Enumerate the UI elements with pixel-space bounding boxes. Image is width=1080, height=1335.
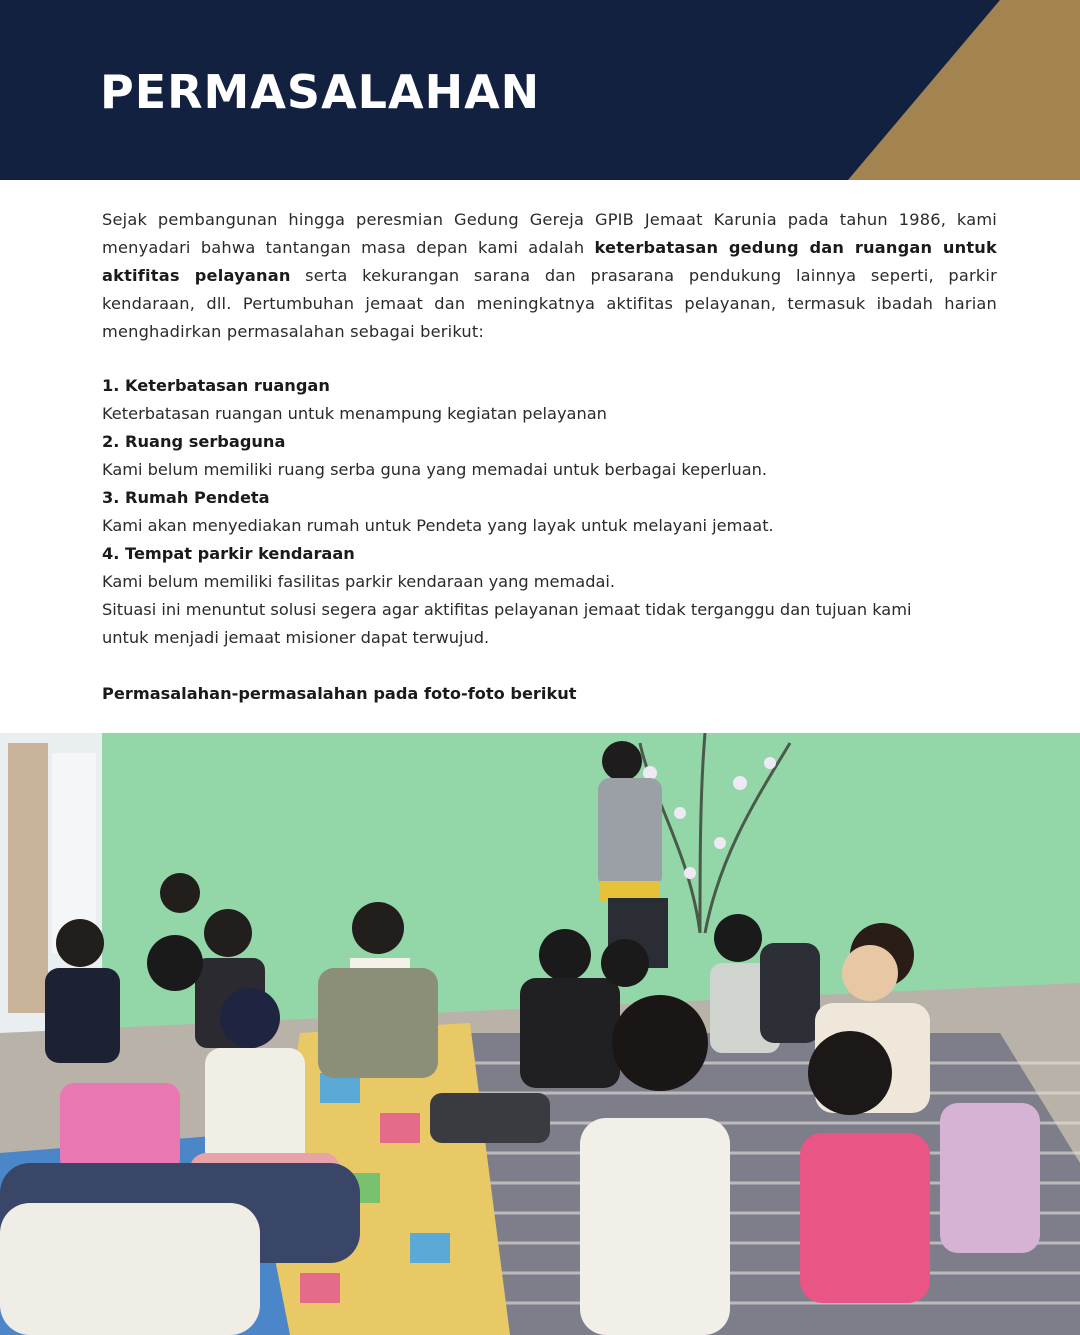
intro-text-end: serta kekurangan sarana dan prasarana pendukung lainnya seperti, parkir kendaraan, dll. Pertumbuhan jemaat dan meningkatnya aktifitas pelayanan, termasuk ibadah harian menghadirkan permasalahan sebagai berikut: bbox=[102, 266, 997, 341]
list-item bbox=[102, 484, 997, 540]
item-description: Keterbatasan ruangan untuk menampung kegiatan pelayanan bbox=[102, 404, 607, 423]
page-header bbox=[0, 0, 1080, 180]
closing-paragraph: Situasi ini menuntut solusi segera agar aktifitas pelayanan jemaat tidak terganggu dan tujuan kami untuk menjadi jemaat misioner dapat terwujud. bbox=[102, 600, 912, 647]
children-activity-photo bbox=[0, 733, 1080, 1335]
item-heading: 2. Ruang serbaguna bbox=[102, 432, 286, 451]
list-item bbox=[102, 428, 997, 484]
intro-paragraph bbox=[102, 206, 997, 346]
intro-text-emphasis: keterbatasan gedung dan ruangan untuk aktifitas pelayanan bbox=[102, 238, 997, 285]
list-item bbox=[102, 372, 997, 428]
page-title: PERMASALAHAN bbox=[100, 65, 541, 119]
item-description: Kami belum memiliki fasilitas parkir kendaraan yang memadai. bbox=[102, 572, 616, 591]
main-content bbox=[102, 206, 997, 708]
list-item bbox=[102, 540, 997, 596]
intro-text-start: Sejak pembangunan hingga peresmian Gedung Gereja GPIB Jemaat Karunia pada tahun 1986, kami menyadari bahwa tantangan masa depan kami adalah bbox=[102, 210, 997, 257]
item-heading: 1. Keterbatasan ruangan bbox=[102, 376, 330, 395]
item-description: Kami akan menyediakan rumah untuk Pendeta yang layak untuk melayani jemaat. bbox=[102, 516, 774, 535]
photo-caption: Permasalahan-permasalahan pada foto-foto berikut bbox=[102, 684, 577, 703]
item-heading: 4. Tempat parkir kendaraan bbox=[102, 544, 355, 563]
item-heading: 3. Rumah Pendeta bbox=[102, 488, 270, 507]
problem-list bbox=[102, 372, 997, 596]
photo-illustration bbox=[0, 733, 1080, 1335]
item-description: Kami belum memiliki ruang serba guna yang memadai untuk berbagai keperluan. bbox=[102, 460, 768, 479]
